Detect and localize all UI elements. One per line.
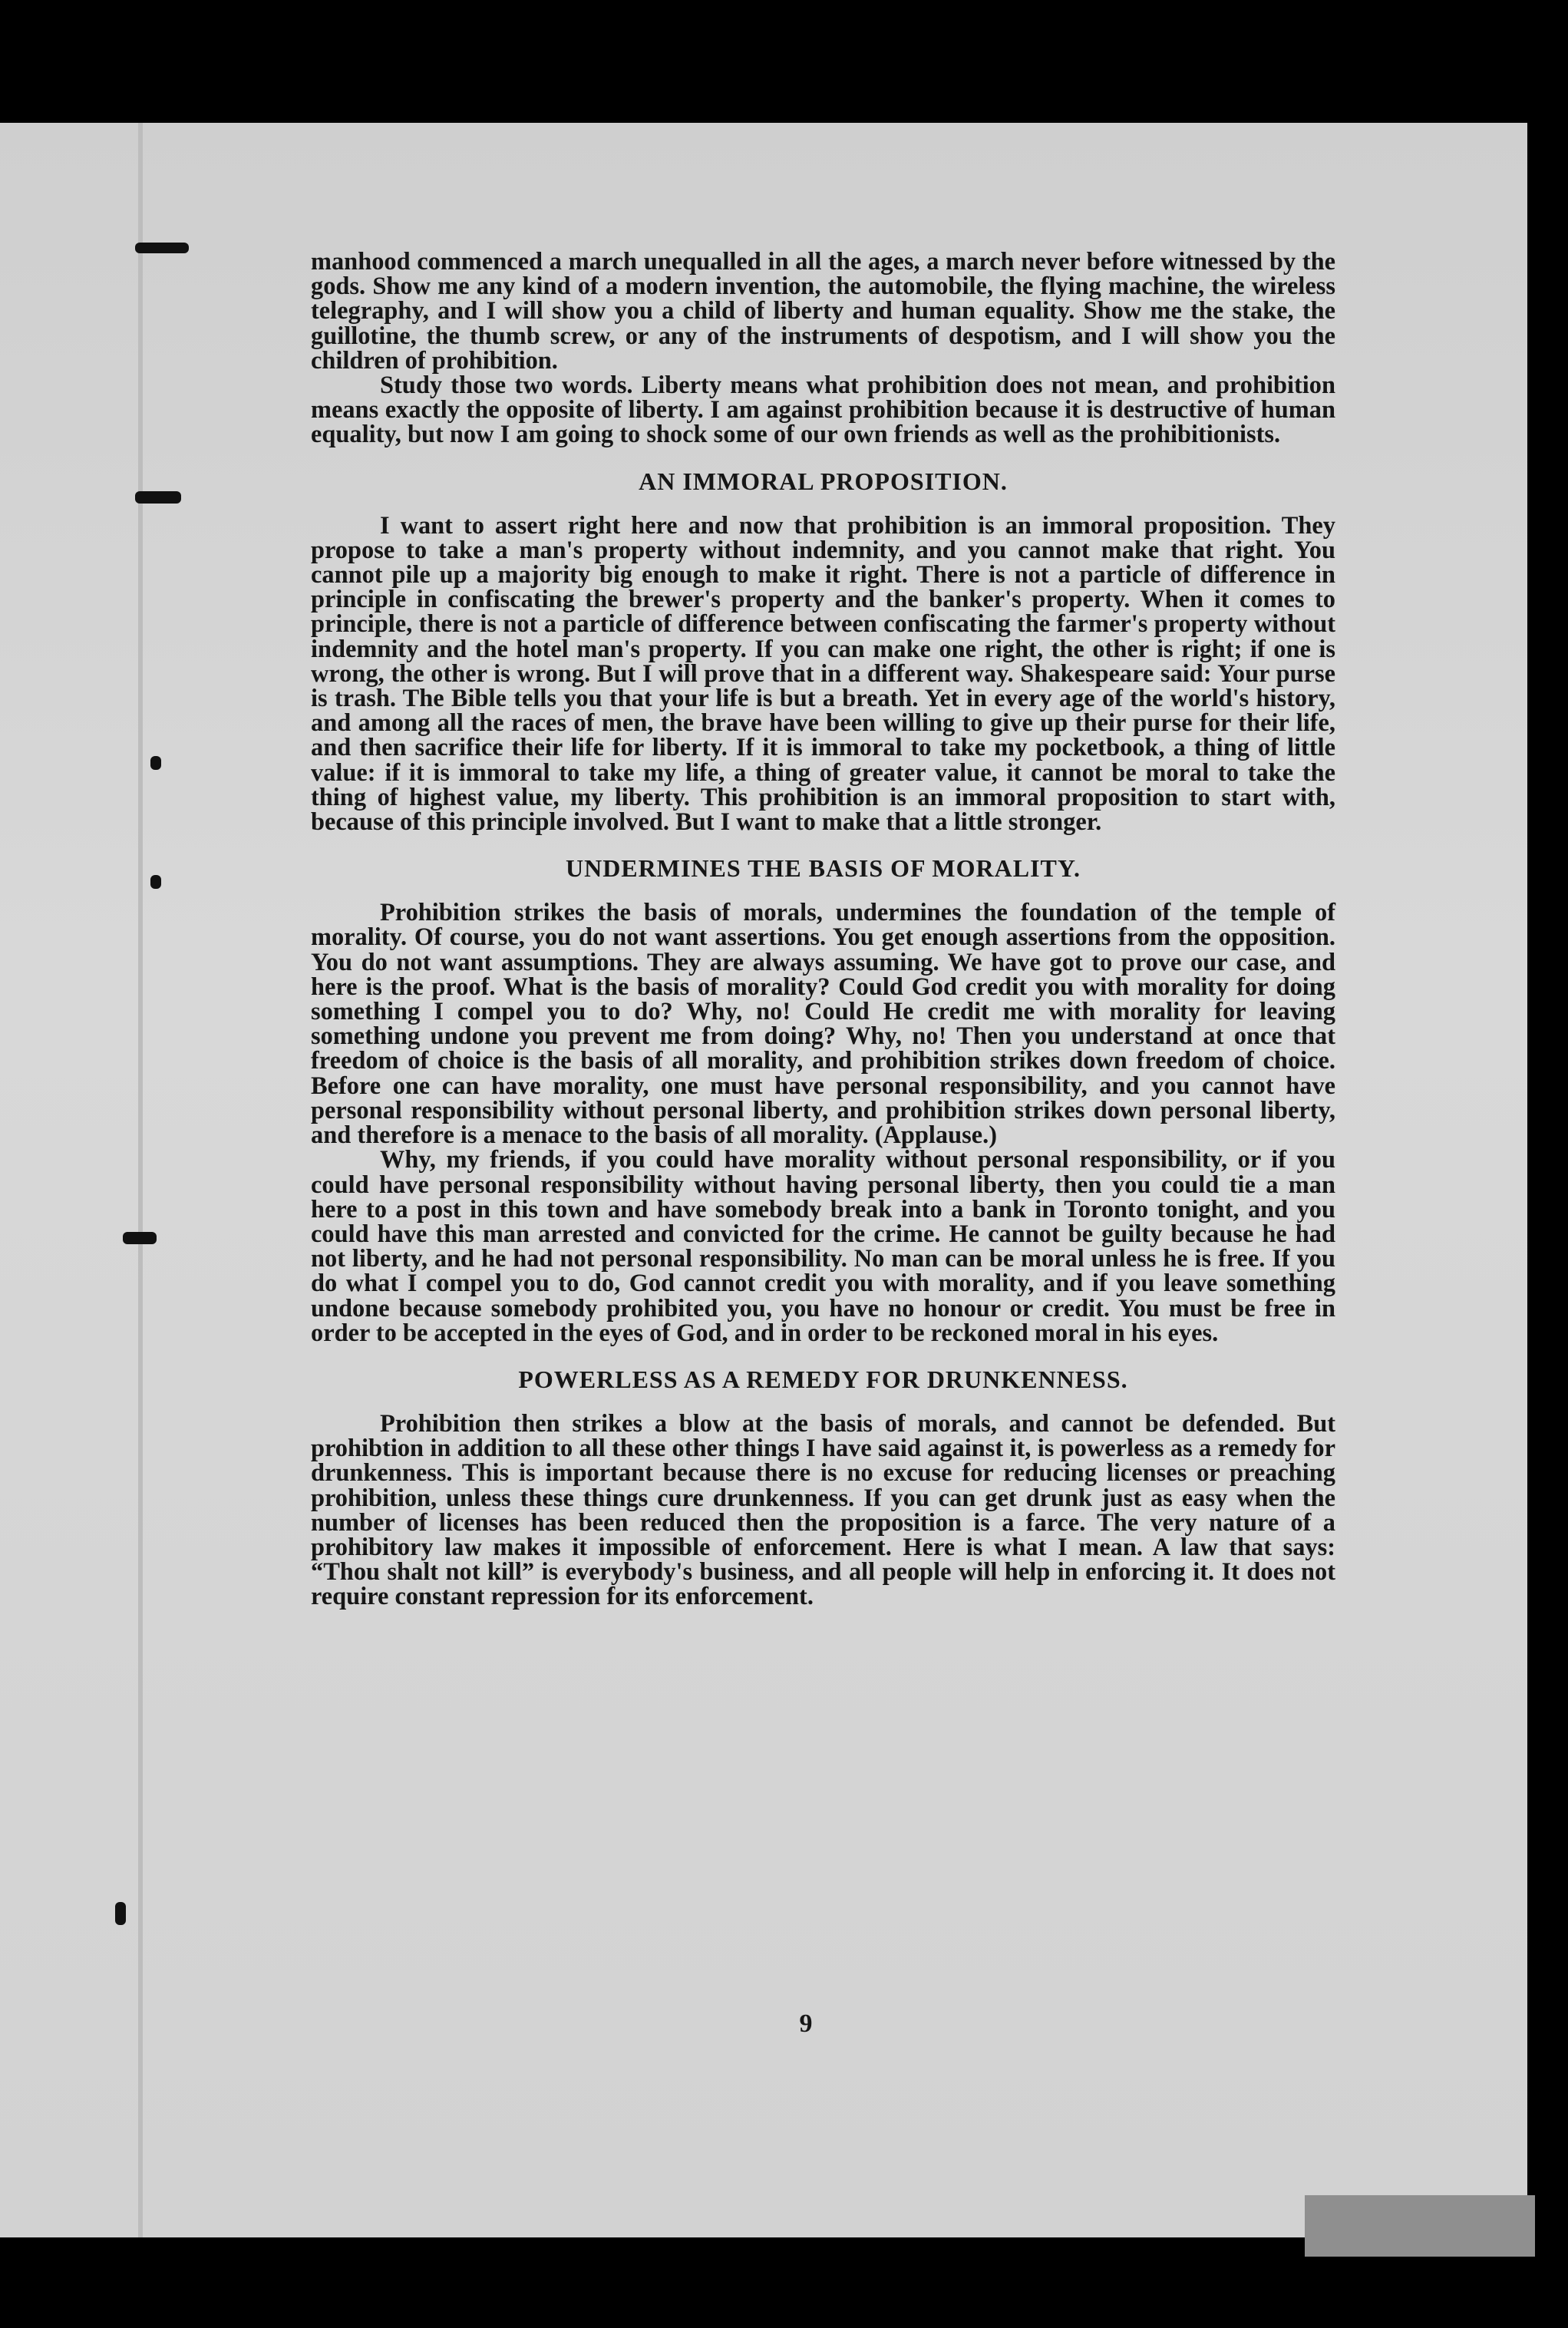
binding-hole-mark: [150, 875, 161, 889]
document-body: [311, 249, 1335, 1610]
intro-paragraph-1: manhood commenced a march unequalled in all the ages, a march never before witnessed by the gods. Show me any kind of a modern invention, the automobile, the flying machine, the wireless telegraphy, and I will show you a child of liberty and human equality. Show me the stake, the guillotine, the thumb screw, or any of the instruments of despotism, and I will show you the children of prohibition.: [311, 248, 1335, 375]
binding-hole-mark: [115, 1902, 126, 1925]
section-heading-immoral: AN IMMORAL PROPOSITION.: [639, 467, 1008, 495]
binding-hole-mark: [135, 243, 189, 253]
section-heading-morality: UNDERMINES THE BASIS OF MORALITY.: [565, 854, 1081, 883]
binding-hole-mark: [123, 1232, 157, 1244]
page-number: 9: [799, 2009, 813, 2038]
section1-paragraph-1: I want to assert right here and now that prohibition is an immoral proposition. They propose to take a man's property without indemnity, and you cannot make that right. You cannot pile up a majority big enough to make it right. There is not a particle of difference in principle in confiscating the brewer's property and the banker's property. When it comes to principle, there is not a particle of difference between confiscating the farmer's property without indemnity and the hotel man's property. If you can make one right, the other is right; if one is wrong, the other is wrong. But I will prove that in a different way. Shakespeare said: Your purse is trash. The Bible tells you that your life is but a breath. Yet in every age of the world's history, and among all the races of men, the brave have been willing to give up their purse for their life, and then sacrifice their life for liberty. If it is immoral to take my pocketbook, a thing of little value: if it is immoral to take my life, a thing of greater value, it cannot be moral to take the thing of highest value, my liberty. This prohibition is an immoral proposition to start with, because of this principle involved. But I want to make that a little stronger.: [311, 511, 1335, 837]
page-edge-shadow: [1305, 2195, 1535, 2257]
binding-hole-mark: [135, 491, 181, 504]
section2-paragraph-2: Why, my friends, if you could have morality without personal responsibility, or if you could have personal responsibility without having personal liberty, then you could tie a man here to a post in this town and have somebody break into a bank in Toronto tonight, and you could have this man arrested and convicted for the crime. He cannot be guilty because he had not liberty, and he had not personal responsibility. No man can be moral unless he is free. If you do what I compel you to do, God cannot credit you with morality, and if you leave something undone because somebody prohibited you, you have no honour or credit. You must be free in order to be accepted in the eyes of God, and in order to be reckoned moral in his eyes.: [311, 1146, 1335, 1347]
intro-paragraph-2: Study those two words. Liberty means what prohibition does not mean, and prohibition means exactly the opposite of liberty. I am against prohibition because it is destructive of human equality, but now I am going to shock some of our own friends as well as the prohibitionists.: [311, 371, 1335, 449]
section3-paragraph-1: Prohibition then strikes a blow at the basis of morals, and cannot be defended. But prohibtion in addition to all these other things I have said against it, is powerless as a remedy for drunkenness. This is important because there is no excuse for reducing licenses or preaching prohibition, unless these things cure drunkenness. If you can get drunk just as easy when the number of licenses has been reduced then the proposition is a farce. The very nature of a prohibitory law makes it impossible of enforcement. Here is what I mean. A law that says: “Thou shalt not kill” is everybody's business, and all people will help in enforcing it. It does not require constant repression for its enforcement.: [311, 1409, 1335, 1611]
page-fold-line: [138, 123, 143, 2237]
section-heading-drunkenness: POWERLESS AS A REMEDY FOR DRUNKENNESS.: [518, 1365, 1128, 1393]
binding-hole-mark: [150, 756, 161, 770]
section2-paragraph-1: Prohibition strikes the basis of morals, undermines the foundation of the temple of morality. Of course, you do not want assertions. You get enough assertions from the opposition. You do not want assumptions. They are always assuming. We have got to prove our case, and here is the proof. What is the basis of morality? Could God credit you with morality for doing something I compel you to do? Why, no! Could He credit me with morality for leaving something undone you prevent me from doing? Why, no! Then you understand at once that freedom of choice is the basis of all morality, and prohibition strikes down freedom of choice. Before one can have morality, one must have personal responsibility, and you cannot have personal responsibility without personal liberty, and prohibition strikes down personal liberty, and therefore is a menace to the basis of all morality. (Applause.): [311, 899, 1335, 1150]
